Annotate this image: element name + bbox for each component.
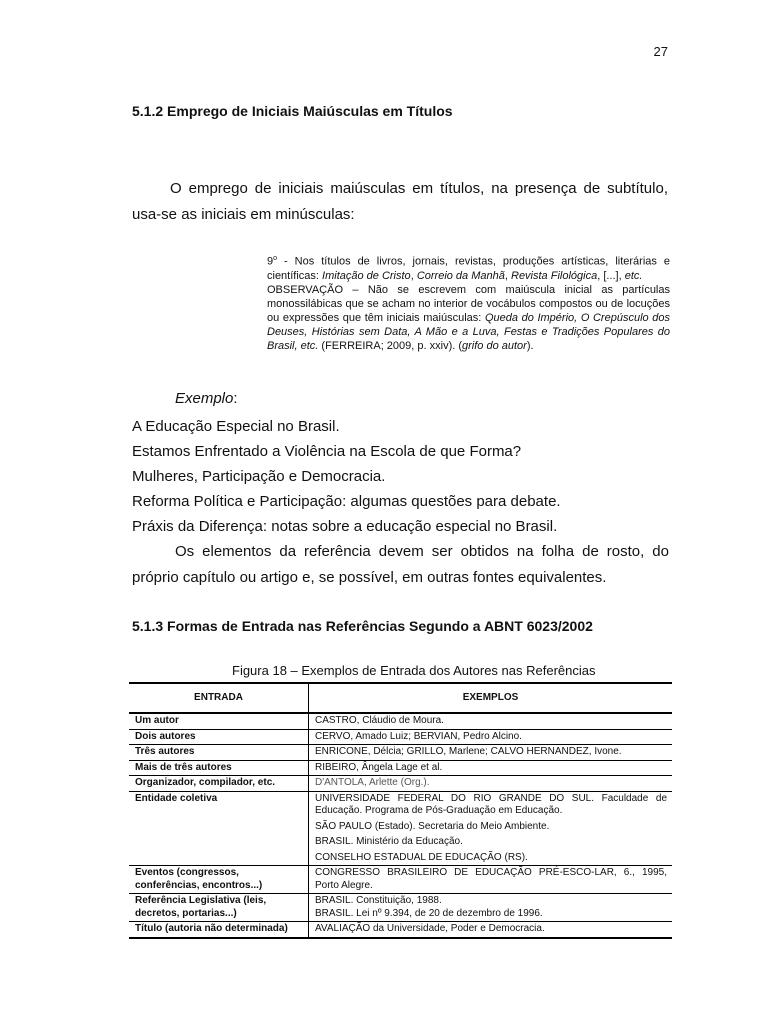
header-exemplos: EXEMPLOS: [309, 683, 673, 713]
exemplos-cell: [309, 713, 673, 729]
table-row: [129, 791, 672, 866]
example-item: Mulheres, Participação e Democracia.: [132, 468, 386, 485]
quote-rule-9: [267, 252, 670, 283]
exemplos-cell: [309, 760, 673, 776]
examples-list: [132, 414, 672, 539]
exemplo-line: AVALIAÇÃO da Universidade, Poder e Democracia.: [315, 923, 545, 934]
exemplo-line: BRASIL. Constituição, 1988.: [315, 895, 442, 906]
table-row: [129, 894, 672, 922]
table-row: [129, 866, 672, 894]
quote-etc: etc.: [624, 269, 643, 282]
quote-observacao: [267, 283, 670, 353]
section-heading-5-1-3: 5.1.3 Formas de Entrada nas Referências Segundo a ABNT 6023/2002: [132, 618, 593, 634]
section-heading-5-1-2: 5.1.2 Emprego de Iniciais Maiúsculas em Títulos: [132, 103, 453, 119]
entrada-cell: Eventos (congressos, conferências, encontros...): [129, 866, 309, 894]
table-header-row: [129, 683, 672, 713]
quote-example-title: Imitação de Cristo: [322, 269, 411, 282]
exemplo-line: UNIVERSIDADE FEDERAL DO RIO GRANDE DO SUL. Faculdade de Educação. Programa de Pós-Graduação em Educação.: [315, 792, 667, 816]
table-row: [129, 922, 672, 938]
exemplo-line: BRASIL. Ministério da Educação.: [315, 836, 463, 847]
quote-separator: , [...],: [597, 269, 625, 282]
quote-example-title: Correio da Manhã: [416, 269, 505, 282]
entrada-cell: Organizador, compilador, etc.: [129, 776, 309, 792]
exemplo-line: RIBEIRO, Ângela Lage et al.: [315, 761, 443, 773]
intro-paragraph: O emprego de iniciais maiúsculas em títulos, na presença de subtítulo, usa-se as iniciais em minúsculas:: [132, 180, 668, 223]
exemplo-line: SÃO PAULO (Estado). Secretaria do Meio Ambiente.: [315, 820, 550, 832]
entrada-cell: Título (autoria não determinada): [129, 922, 309, 938]
exemplo-line: ENRICONE, Délcia; GRILLO, Marlene; CALVO HERNANDEZ, Ivone.: [315, 746, 622, 757]
entrada-cell: Um autor: [129, 713, 309, 729]
exemplos-cell: [309, 729, 673, 745]
exemplos-cell: [309, 745, 673, 761]
exemplo-colon: :: [233, 390, 238, 407]
exemplos-cell: [309, 894, 673, 922]
entrada-cell: Entidade coletiva: [129, 791, 309, 866]
exemplo-line: CONGRESSO BRASILEIRO DE EDUCAÇÃO PRÉ-ESCO-LAR, 6., 1995, Porto Alegre.: [315, 867, 667, 891]
table-row: [129, 713, 672, 729]
header-entrada: ENTRADA: [129, 683, 309, 713]
quote-separator: ,: [504, 269, 511, 282]
example-item: Reforma Política e Participação: algumas questões para debate.: [132, 493, 561, 510]
quote-example-title: Revista Filológica: [511, 269, 598, 282]
example-item: Estamos Enfrentado a Violência na Escola de que Forma?: [132, 443, 522, 460]
example-item: A Educação Especial no Brasil.: [132, 418, 340, 435]
quote-citation-end: ).: [526, 339, 534, 352]
elementos-paragraph: Os elementos da referência devem ser obtidos na folha de rosto, do próprio capítulo ou artigo e, se possível, em outras fontes equivalentes.: [132, 543, 669, 586]
block-quote: [267, 252, 670, 353]
exemplos-cell: [309, 776, 673, 792]
exemplo-line: CERVO, Amado Luiz; BERVIAN, Pedro Alcino.: [315, 730, 522, 742]
exemplo-line: D'ANTOLA, Arlette (Org.).: [315, 777, 430, 788]
quote-rule-text: - Nos títulos de livros, jornais, revistas, produções artísticas, literárias e científicas:: [267, 255, 670, 282]
exemplo-line: BRASIL. Lei nº 9.394, de 20 de dezembro de 1996.: [315, 907, 543, 919]
quote-rule-number: 9: [267, 255, 274, 268]
quote-citation-note: grifo do autor: [462, 339, 527, 352]
exemplos-cell: [309, 866, 673, 894]
references-table: [129, 682, 672, 939]
exemplo-label: [175, 390, 238, 407]
entrada-cell: Referência Legislativa (leis, decretos, portarias...): [129, 894, 309, 922]
entrada-cell: Três autores: [129, 745, 309, 761]
table-row: [129, 729, 672, 745]
quote-rule-ordinal: o: [273, 255, 278, 262]
quote-separator: ,: [410, 269, 417, 282]
quote-citation: (FERREIRA; 2009, p. xxiv). (: [318, 339, 463, 352]
exemplo-word: Exemplo: [175, 390, 234, 407]
table-row: [129, 745, 672, 761]
figure-caption: Figura 18 – Exemplos de Entrada dos Autores nas Referências: [232, 663, 596, 678]
exemplos-cell: [309, 791, 673, 866]
table-row: [129, 776, 672, 792]
entrada-cell: Dois autores: [129, 729, 309, 745]
exemplos-cell: [309, 922, 673, 938]
example-item: Práxis da Diferença: notas sobre a educação especial no Brasil.: [132, 518, 558, 535]
page-number: 27: [653, 44, 668, 59]
quote-observacao-text: OBSERVAÇÃO – Não se escrevem com maiúscula inicial as partículas monossilábicas que se acham no interior de vocábulos compostos ou de locuções ou expressões que têm iniciais maiúsculas:: [267, 283, 670, 324]
exemplo-line: CASTRO, Cláudio de Moura.: [315, 715, 444, 726]
table-row: [129, 760, 672, 776]
entrada-cell: Mais de três autores: [129, 760, 309, 776]
quote-observacao-examples: Queda do Império, O Crepúsculo dos Deuses, Histórias sem Data, A Mão e a Luva, Festas e Tradições Populares do Brasil, etc.: [267, 311, 670, 352]
exemplo-line: CONSELHO ESTADUAL DE EDUCAÇÃO (RS).: [315, 851, 528, 863]
